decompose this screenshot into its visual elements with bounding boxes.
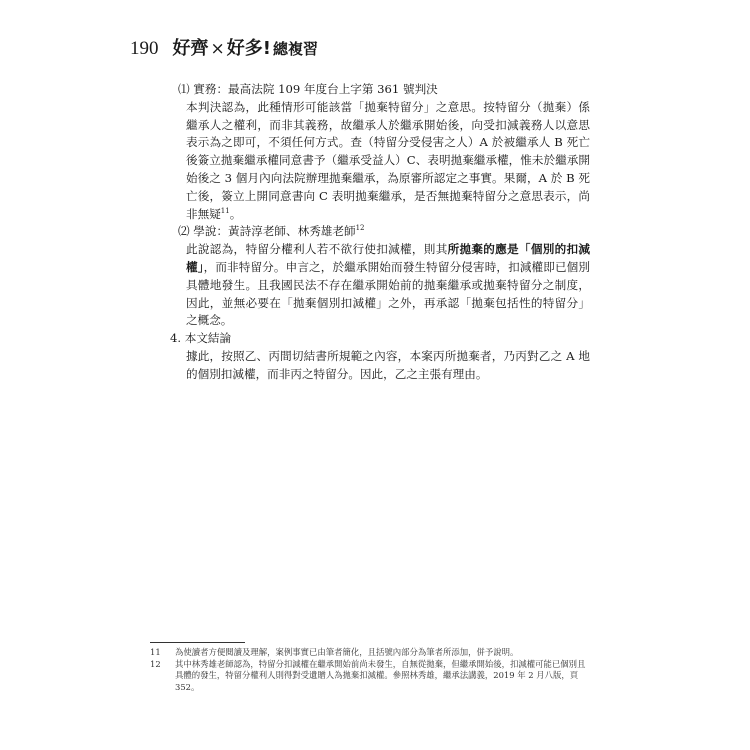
footnotes <box>150 647 590 693</box>
theory-section <box>170 223 590 330</box>
theory-text-before: 此說認為，特留分權利人若不欲行使扣減權，則其 <box>186 242 448 257</box>
practice-paragraph <box>186 99 590 224</box>
footnote-item <box>150 647 590 659</box>
practice-end: 。 <box>229 206 242 221</box>
conclusion-paragraph: 據此，按照乙、丙間切結書所規範之內容，本案丙所拋棄者，乃丙對乙之 A 地的個別扣減權，而非丙之特留分。因此，乙之主張有理由。 <box>186 348 590 381</box>
footnote-divider <box>150 642 245 643</box>
theory-heading-line <box>178 223 590 241</box>
page-header <box>130 34 318 62</box>
footnote-item <box>150 659 590 694</box>
footnote-ref-11[interactable]: 11 <box>220 206 230 215</box>
theory-text-bold: 所拋棄的應是「個別的扣減權」 <box>186 242 590 274</box>
practice-heading: ⑴ 實務：最高法院 109 年度台上字第 361 號判決 <box>178 82 438 96</box>
footnote-text: 其中林秀雄老師認為，特留分扣減權在繼承開始前尚未發生，自無從拋棄，但繼承開始後，扣減權可能已個別且具體的發生，特留分權利人則得對受遺贈人為拋棄扣減權。參照林秀雄，繼承法講義，2019 年 2 月八版，頁 352。 <box>175 658 586 692</box>
main-text <box>170 81 590 384</box>
series-subtitle: 總複習 <box>272 40 318 58</box>
series-title-part2: 好多! <box>226 38 271 59</box>
theory-heading: ⑵ 學說：黃詩淳老師、林秀雄老師 <box>178 224 356 239</box>
series-title-cross: × <box>210 39 225 59</box>
theory-text-after: ，而非特留分。申言之，於繼承開始而發生特留分侵害時，扣減權即已個別具體地發生。且我國民法不存在繼承開始前的拋棄繼承或拋棄特留分之制度，因此，並無必要在「拋棄個別扣減權」之外，再承認「拋棄包括性的特留分」之概念。 <box>186 259 590 328</box>
practice-text: 本判決認為，此種情形可能該當「拋棄特留分」之意思。按特留分（拋棄）係繼承人之權利，而非其義務，故繼承人於繼承開始後，向受扣減義務人以意思表示為之即可，不須任何方式。查（特留分受侵害之人）A 於被繼承人 B 死亡後簽立拋棄繼承權同意書予（繼承受益人）C、表明拋棄繼承權，惟未於繼承開始後之 3 個月內向法院辦理拋棄繼承，為原審所認定之事實。果爾，A 於 B 死亡後，簽立上開同意書向 C 表明拋棄繼承，是否無拋棄特留分之意思表示，尚非無疑 <box>186 99 590 221</box>
theory-paragraph <box>186 241 590 330</box>
page-number: 190 <box>130 38 159 59</box>
footnote-number: 11 <box>150 647 161 657</box>
series-title-part1: 好齊 <box>172 38 209 59</box>
practice-section <box>170 81 590 223</box>
footnote-number: 12 <box>150 658 161 669</box>
series-title <box>173 34 318 60</box>
conclusion-section <box>170 330 590 383</box>
footnote-text: 為使讀者方便閱讀及理解，案例事實已由筆者簡化，且括號內部分為筆者所添加，併予說明。 <box>175 647 519 657</box>
conclusion-heading: 4. 本文結論 <box>170 331 232 346</box>
footnote-ref-12[interactable]: 12 <box>355 224 365 233</box>
